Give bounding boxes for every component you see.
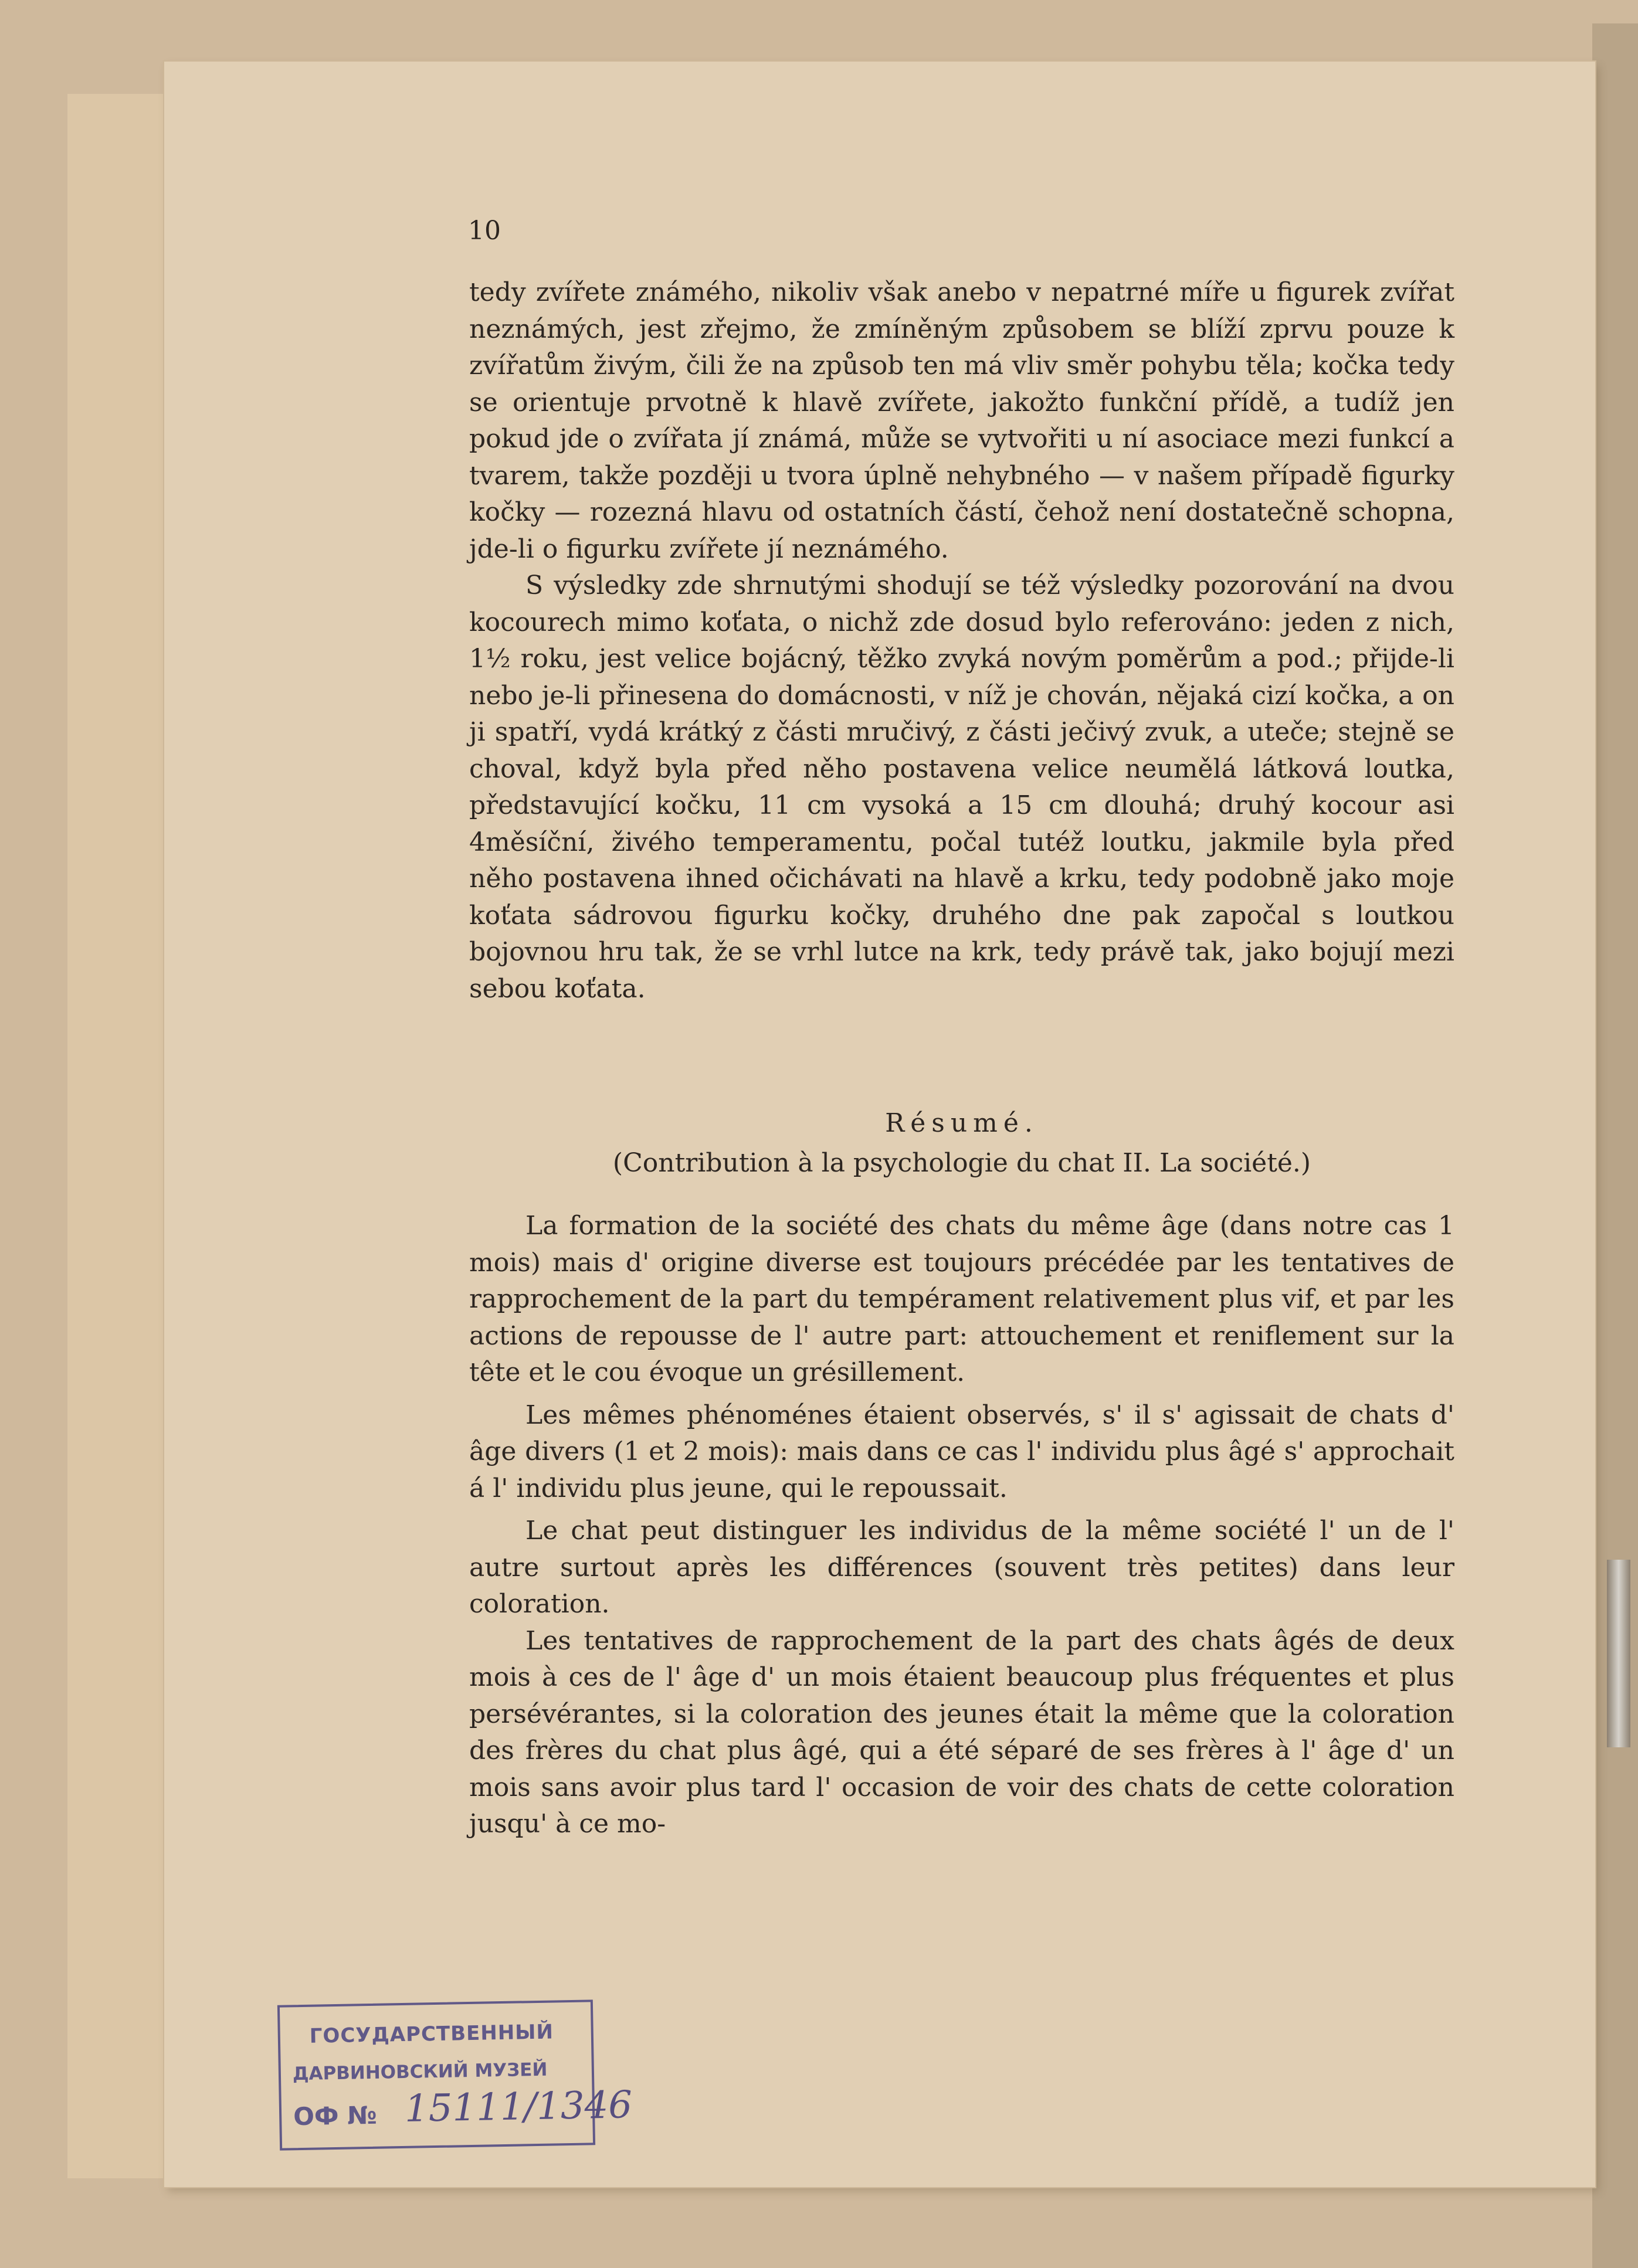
resume-title: Résumé. bbox=[885, 1108, 1039, 1138]
next-page-edge bbox=[1592, 23, 1638, 2268]
resume-subtitle: (Contribution à la psychologie du chat II. La société.) bbox=[612, 1148, 1311, 1178]
czech-paragraph: S výsledky zde shrnutými shodují se též výsledky pozorování na dvou kocourech mimo koťata, o nichž zde dosud bylo referováno: jeden z nich, 1½ roku, jest velice bojácný, těžko zvyká novým poměrům a pod.; přijde-li nebo je-li přinesena do domácnosti, v níž je chován, nějaká cizí kočka, a on ji spatří, vydá krátký z části mručivý, z části ječivý zvuk, a uteče; stejně se choval, když byla před něho postavena velice neumělá látková loutka, představující kočku, 11 cm vysoká a 15 cm dlouhá; druhý kocour asi 4měsíční, živého temperamentu, počal tutéž loutku, jakmile byla před něho postavena ihned očichávati na hlavě a krku, tedy podobně jako moje koťata sádrovou figurku kočky, druhého dne pak započal s loutkou bojovnou hru tak, že se vrhl lutce na krk, tedy právě tak, jako bojují mezi sebou koťata. bbox=[469, 571, 1454, 1004]
french-paragraph: Les tentatives de rapprochement de la part des chats âgés de deux mois à ces de l' âge d' un mois étaient beaucoup plus fréquentes et plus persévérantes, si la coloration des jeunes était la même que la coloration des frères du chat plus âgé, qui a été séparé de ses frères à l' âge d' un mois sans avoir plus tard l' occasion de voir des chats de cette coloration jusqu' à ce mo- bbox=[469, 1625, 1454, 1839]
stamp-line-3: ОФ № bbox=[293, 2100, 378, 2131]
museum-stamp bbox=[277, 1999, 633, 2150]
french-paragraph: La formation de la société des chats du même âge (dans notre cas 1 mois) mais d' origine diverse est toujours précédée par les tentatives de rapprochement de la part du tempérament relativement plus vif, et par les actions de repousse de l' autre part: attouchement et reniflement sur la tête et le cou évoque un grésillement. bbox=[469, 1211, 1454, 1387]
french-paragraph: Le chat peut distinguer les individus de la même société l' un de l' autre surtout après les différences (souvent très petites) dans leur coloration. bbox=[469, 1516, 1454, 1619]
metal-clip bbox=[1607, 1560, 1630, 1747]
czech-body bbox=[469, 274, 1454, 1007]
stamp-line-1: ГОСУДАРСТВЕННЫЙ bbox=[309, 2020, 554, 2048]
french-paragraph: Les mêmes phénoménes étaient observés, s' il s' agissait de chats d' âge divers (1 et 2 mois): mais dans ce cas l' individu plus âgé s' approchait á l' individu plus jeune, qui le repoussait. bbox=[469, 1400, 1454, 1503]
french-body bbox=[469, 1208, 1454, 1843]
stamp-line-2: ДАРВИНОВСКИЙ МУЗЕЙ bbox=[292, 2059, 548, 2085]
czech-paragraph: tedy zvířete známého, nikoliv však anebo v nepatrné míře u figurek zvířat neznámých, jest zřejmo, že zmíněným způsobem se blíží zprvu pouze k zvířatům živým, čili že na způsob ten má vliv směr pohybu těla; kočka tedy se orientuje prvotně k hlavě zvířete, jakožto funkční přídě, a tudíž jen pokud jde o zvířata jí známá, může se vytvořiti u ní asociace mezi funkcí a tvarem, takže později u tvora úplně nehybného — v našem případě figurky kočky — rozezná hlavu od ostatních částí, čehož není dostatečně schopna, jde-li o figurku zvířete jí neznámého. bbox=[469, 277, 1454, 564]
stamp-handwritten-number: 15111/1346 bbox=[404, 2083, 633, 2131]
page-number: 10 bbox=[468, 216, 501, 246]
